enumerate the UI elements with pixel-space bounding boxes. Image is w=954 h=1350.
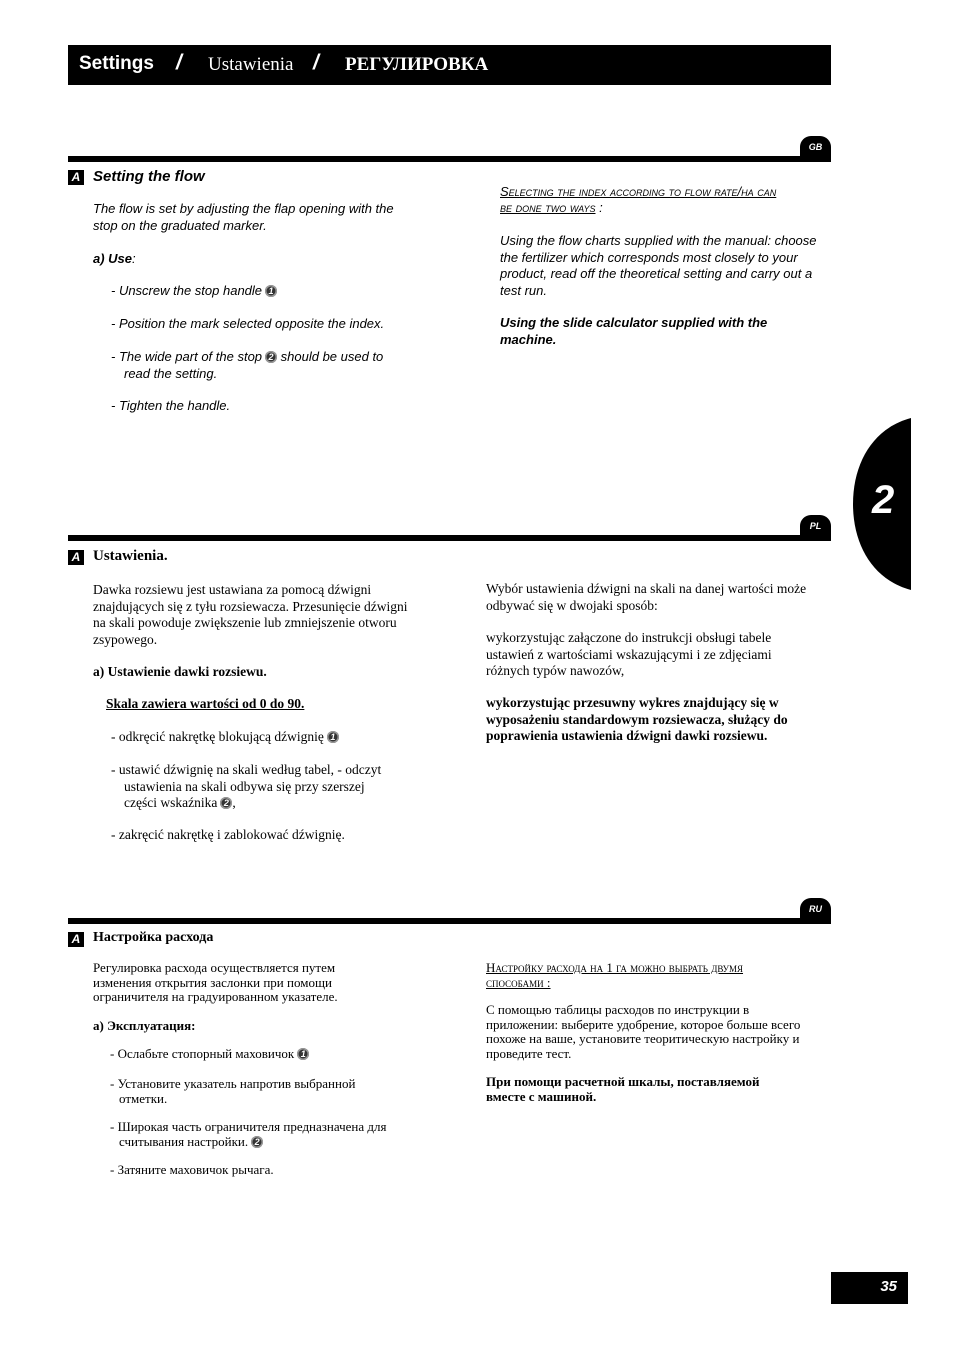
ru-right-paragraph: С помощью таблицы расходов по инструкции в приложении: выберите удобрение, которое больше всего похоже на ваше, установите теоритическую настройку и проведите тест. [486,1002,801,1061]
pl-intro: Dawka rozsiewu jest ustawiana za pomocą dźwigni znajdujących się z tyłu rozsiewacza. Przesunięcie dźwigni na skali powoduje zwiększenie lub zmniejszenie otworu zsypowego. [93,582,408,647]
header-title-pl: Ustawienia [208,54,294,75]
language-badge-ru: RU [800,898,831,919]
page-number: 35 [831,1272,908,1304]
ru-right-heading: Настройку расхода на 1 га можно выбрать двумя способами : [486,960,744,990]
number-1-icon: 1 [327,731,339,743]
pl-scale-note: Skala zawiera wartości od 0 do 90. [106,696,305,711]
ru-right-bold: При помощи расчетной шкалы, поставляемой вместе с машиной. [486,1074,760,1104]
ru-step-3: - Широкая часть ограничителя предназначена для считывания настройки. 2 [110,1119,387,1149]
section-rule-gb [68,156,831,162]
ru-intro: Регулировка расхода осуществляется путем изменения открытия заслонки при помощи ограничителя на градуированном указателе. [93,960,338,1004]
pl-sub-label: a) Ustawienie dawki rozsiewu. [93,664,267,679]
language-badge-pl: PL [800,515,831,536]
pl-right-bold: wykorzystując przesuwny wykres znajdujący się w wyposażeniu standardowym rozsiewacza, służący do poprawienia ustawienia dźwigni dawki rozsiewu. [486,695,788,743]
gb-step-2: - Position the mark selected opposite the index. [111,316,385,331]
section-marker: A [68,932,84,947]
language-badge-gb: GB [800,136,831,157]
section-title-pl: Ustawienia. [93,548,168,564]
header-separator: / [313,51,319,74]
ru-step-4: - Затяните маховичок рычага. [110,1162,274,1177]
section-title-gb: Setting the flow [93,168,205,185]
section-marker: A [68,550,84,565]
number-1-icon: 1 [297,1048,309,1060]
number-1-icon: 1 [265,285,277,297]
gb-step-3: - The wide part of the stop 2 should be used to read the setting. [111,349,384,381]
pl-step-3: - zakręcić nakrętkę i zablokować dźwignię. [111,827,345,842]
pl-step-2: - ustawić dźwignię na skali według tabel, - odczyt ustawienia na skali odbywa się przy szerszej części wskaźnika 2 , [111,762,382,810]
header-title-ru: РЕГУЛИРОВКА [345,54,489,75]
section-title-ru: Настройка расхода [93,930,214,945]
gb-use-label: a) Use: [93,251,136,266]
number-2-icon: 2 [265,351,277,363]
ru-step-2: - Установите указатель напротив выбранной отметки. [110,1076,356,1106]
chapter-number: 2 [872,478,895,522]
section-marker: A [68,170,84,185]
gb-intro: The flow is set by adjusting the flap opening with the stop on the graduated marker. [93,201,394,233]
gb-step-1: - Unscrew the stop handle 1 [111,283,277,300]
header-separator: / [176,51,182,74]
gb-right-heading: Selecting the index according to flow rate/ha can be done two ways : [500,184,777,215]
section-rule-pl [68,535,831,541]
pl-right-intro: Wybór ustawienia dźwigni na skali na danej wartości może odbywać się w dwojaki sposób: [486,581,807,613]
pl-right-paragraph: wykorzystując załączone do instrukcji obsługi tabele ustawień z wartościami wskazującymi i ze zdjęciami różnych typów nawozów, [486,630,772,678]
ru-step-1: - Ослабьте стопорный маховичок 1 [110,1047,309,1062]
header-title-en: Settings [79,53,154,74]
gb-right-paragraph: Using the flow charts supplied with the manual: choose the fertilizer which corresponds most closely to your product, read off the theoretical setting and carry out a test run. [500,233,817,298]
number-2-icon: 2 [220,797,232,809]
number-2-icon: 2 [251,1136,263,1148]
gb-step-4: - Tighten the handle. [111,398,231,413]
section-rule-ru [68,918,831,924]
ru-sub-label: а) Эксплуатация: [93,1018,196,1033]
gb-right-bold: Using the slide calculator supplied with the machine. [500,315,768,347]
pl-step-1: - odkręcić nakrętkę blokującą dźwignię 1 [111,729,339,746]
